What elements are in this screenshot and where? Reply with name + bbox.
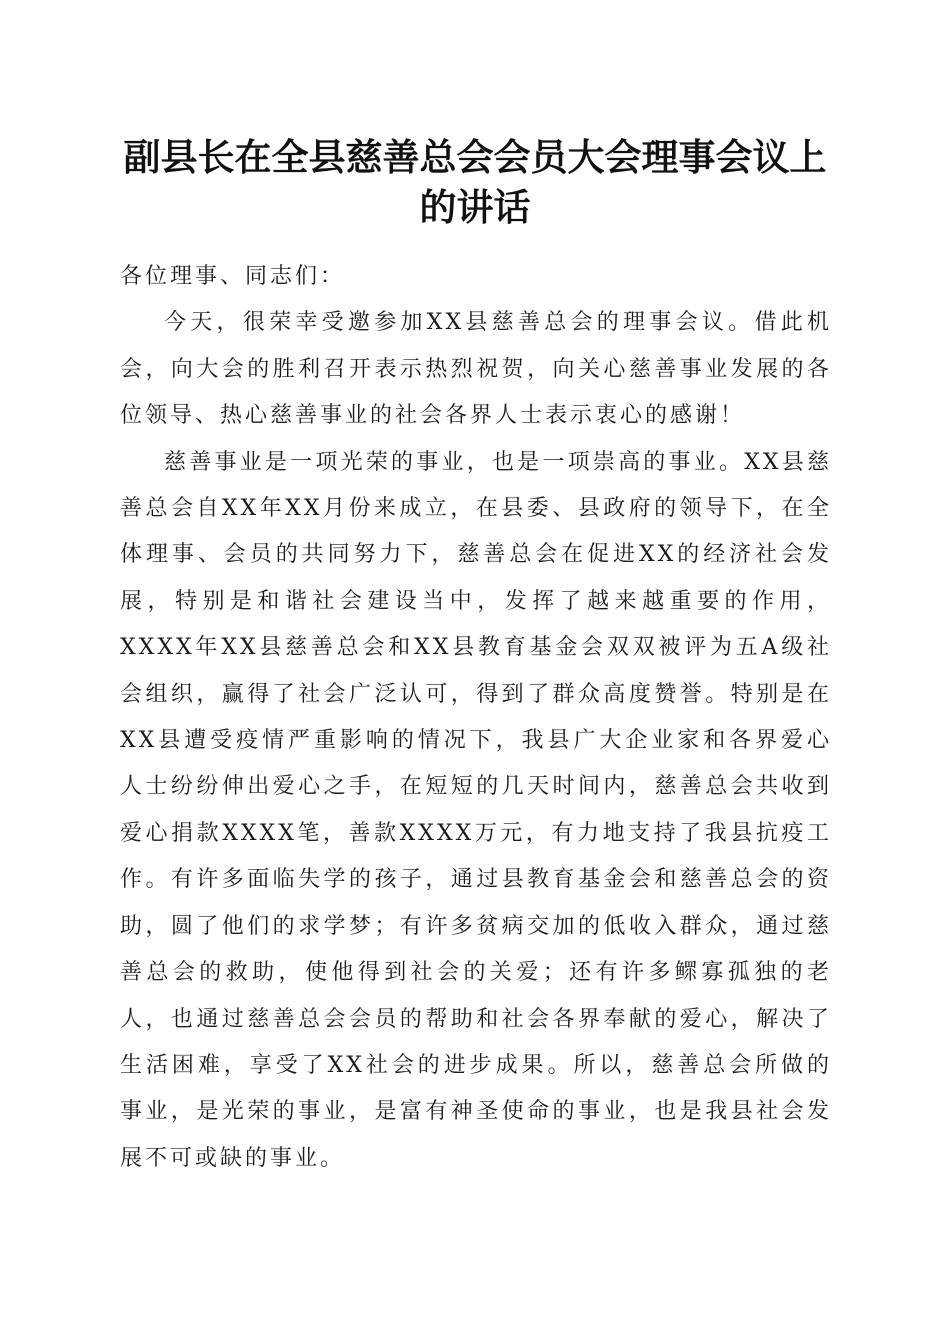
salutation: 各位理事、同志们： [120, 264, 346, 289]
document-title: 副县长在全县慈善总会会员大会理事会议上的讲话 [123, 135, 827, 229]
paragraph-charity-work: 慈善事业是一项光荣的事业，也是一项崇高的事业。XX县慈善总会自XX年XX月份来成立，在县委、县政府的领导下，在全体理事、会员的共同努力下，慈善总会在促进XX的经济社会发展，特别是和谐社会建设当中，发挥了越来越重要的作用，XXXX年XX县慈善总会和XX县教育基金会双双被评为五A级社会组织，赢得了社会广泛认可，得到了群众高度赞誉。特别是在XX县遭受疫情严重影响的情况下，我县广大企业家和各界爱心人士纷纷伸出爱心之手，在短短的几天时间内，慈善总会共收到爱心捐款XXXX笔，善款XXXX万元，有力地支持了我县抗疫工作。有许多面临失学的孩子，通过县教育基金会和慈善总会的资助，圆了他们的求学梦；有许多贫病交加的低收入群众，通过慈善总会的救助，使他得到社会的关爱；还有许多鳏寡孤独的老人，也通过慈善总会会员的帮助和社会各界奉献的爱心，解决了生活困难，享受了XX社会的进步成果。所以，慈善总会所做的事业，是光荣的事业，是富有神圣使命的事业，也是我县社会发展不可或缺的事业。 [120, 449, 832, 1171]
paragraph-opening: 今天，很荣幸受邀参加XX县慈善总会的理事会议。借此机会，向大会的胜利召开表示热烈祝贺，向关心慈善事业发展的各位领导、热心慈善事业的社会各界人士表示衷心的感谢！ [120, 310, 832, 429]
document-body [120, 254, 832, 1182]
